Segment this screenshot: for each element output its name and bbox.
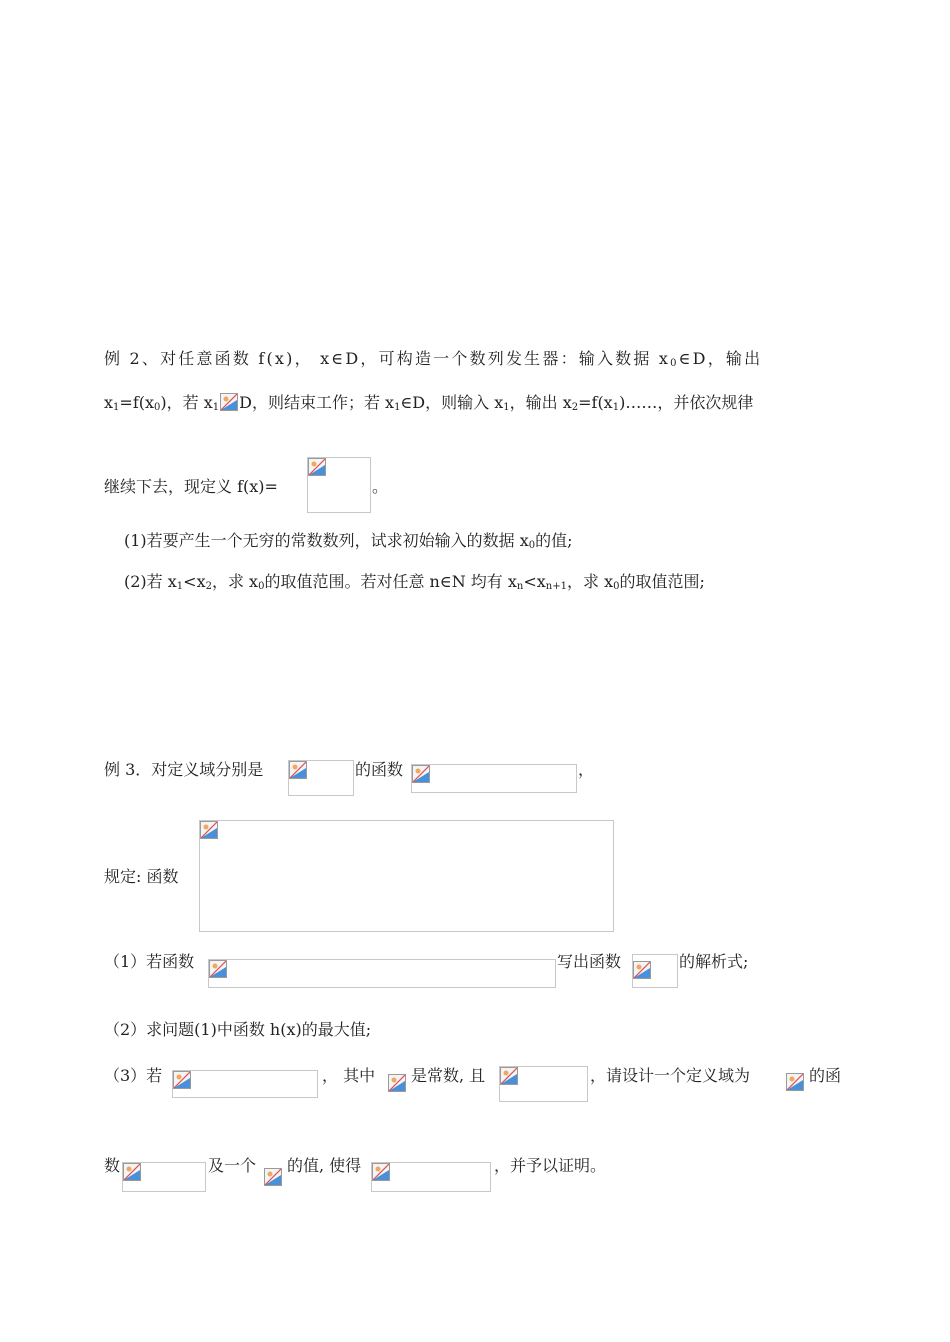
- ex3-line-2: 规定: 函数: [104, 867, 179, 886]
- formula-image-hx-result: [371, 1162, 491, 1192]
- ex2-line-3: 继续下去，现定义 f(x)=: [104, 477, 278, 496]
- broken-image-icon: [173, 1071, 191, 1089]
- formula-image-definition: [199, 820, 614, 932]
- ex3-question-2: （2）求问题(1)中函数 h(x)的最大值;: [104, 1020, 372, 1039]
- ex2-question-2: (2)若 $x_1<x_2$，求 $x_0$的取值范围。若对任意 n∈N 均有 $x_n<x_{n+1}$，求 $x_0$的取值范围;: [124, 572, 705, 592]
- formula-image-alpha: [388, 1074, 410, 1096]
- ex3-question-1-b: 写出函数: [557, 952, 622, 971]
- ex3-last-line-a: 数: [104, 1156, 121, 1175]
- broken-image-icon: [123, 1163, 141, 1181]
- formula-image-alpha-range: [499, 1066, 588, 1102]
- formula-image-R: [786, 1073, 808, 1097]
- ex3-question-3-d: ，请设计一个定义域为: [590, 1066, 751, 1085]
- broken-image-icon: [308, 458, 326, 476]
- ex3-question-1-c: 的解析式;: [679, 952, 749, 971]
- broken-image-icon: [264, 1168, 282, 1186]
- ex3-question-3-b: ， 其中: [322, 1066, 376, 1085]
- broken-image-icon: [289, 761, 307, 779]
- ex3-last-line-d: ，并予以证明。: [494, 1156, 607, 1175]
- broken-image-icon: [786, 1073, 804, 1091]
- ex2-line-1: 例 2、对任意函数 f(x)， x∈D，可构造一个数列发生器：输入数据 $x_0\in D$，输出: [104, 349, 763, 369]
- ex3-last-line-b: 及一个: [208, 1156, 257, 1175]
- broken-image-icon: [412, 765, 430, 783]
- formula-image-domains: [288, 760, 354, 796]
- formula-image-q3-condition: [172, 1070, 318, 1098]
- broken-image-icon: [200, 821, 218, 839]
- formula-image-functions: [411, 764, 577, 793]
- ex2-line-3-end: 。: [372, 477, 389, 496]
- broken-image-icon: [500, 1067, 518, 1085]
- ex3-last-line-c: 的值, 使得: [287, 1156, 362, 1175]
- ex3-line-1-a: 例 3．对定义域分别是: [104, 760, 264, 779]
- formula-image-q1-functions: [208, 959, 556, 988]
- broken-image-icon: [220, 393, 238, 411]
- ex3-question-3-e: 的函: [809, 1066, 842, 1085]
- ex3-question-3-c: 是常数, 且: [411, 1066, 486, 1085]
- ex2-line-2: $x_1=f(x_0)$，若 $x_1$ D，则结束工作；若 $x_1\in D$，则输入 $x_1$，输出 $x_2=f(x_1)\dots\dots$，并依次规律: [104, 393, 754, 413]
- formula-image-piecewise: [307, 457, 371, 513]
- ex2-question-1: (1)若要产生一个无穷的常数数列，试求初始输入的数据 $x_0$的值;: [124, 531, 573, 551]
- formula-image-alpha-2: [264, 1168, 286, 1190]
- broken-image-icon: [209, 960, 227, 978]
- ex3-question-1-a: （1）若函数: [104, 952, 195, 971]
- ex3-line-1-b: 的函数: [355, 760, 404, 779]
- ex3-line-1-c: ，: [578, 760, 595, 779]
- broken-image-icon: [633, 961, 651, 979]
- broken-image-icon: [388, 1074, 406, 1092]
- broken-image-icon: [372, 1163, 390, 1181]
- ex3-question-3-a: （3）若: [104, 1066, 163, 1085]
- formula-image-fx: [122, 1162, 206, 1192]
- formula-image-hx: [632, 954, 678, 988]
